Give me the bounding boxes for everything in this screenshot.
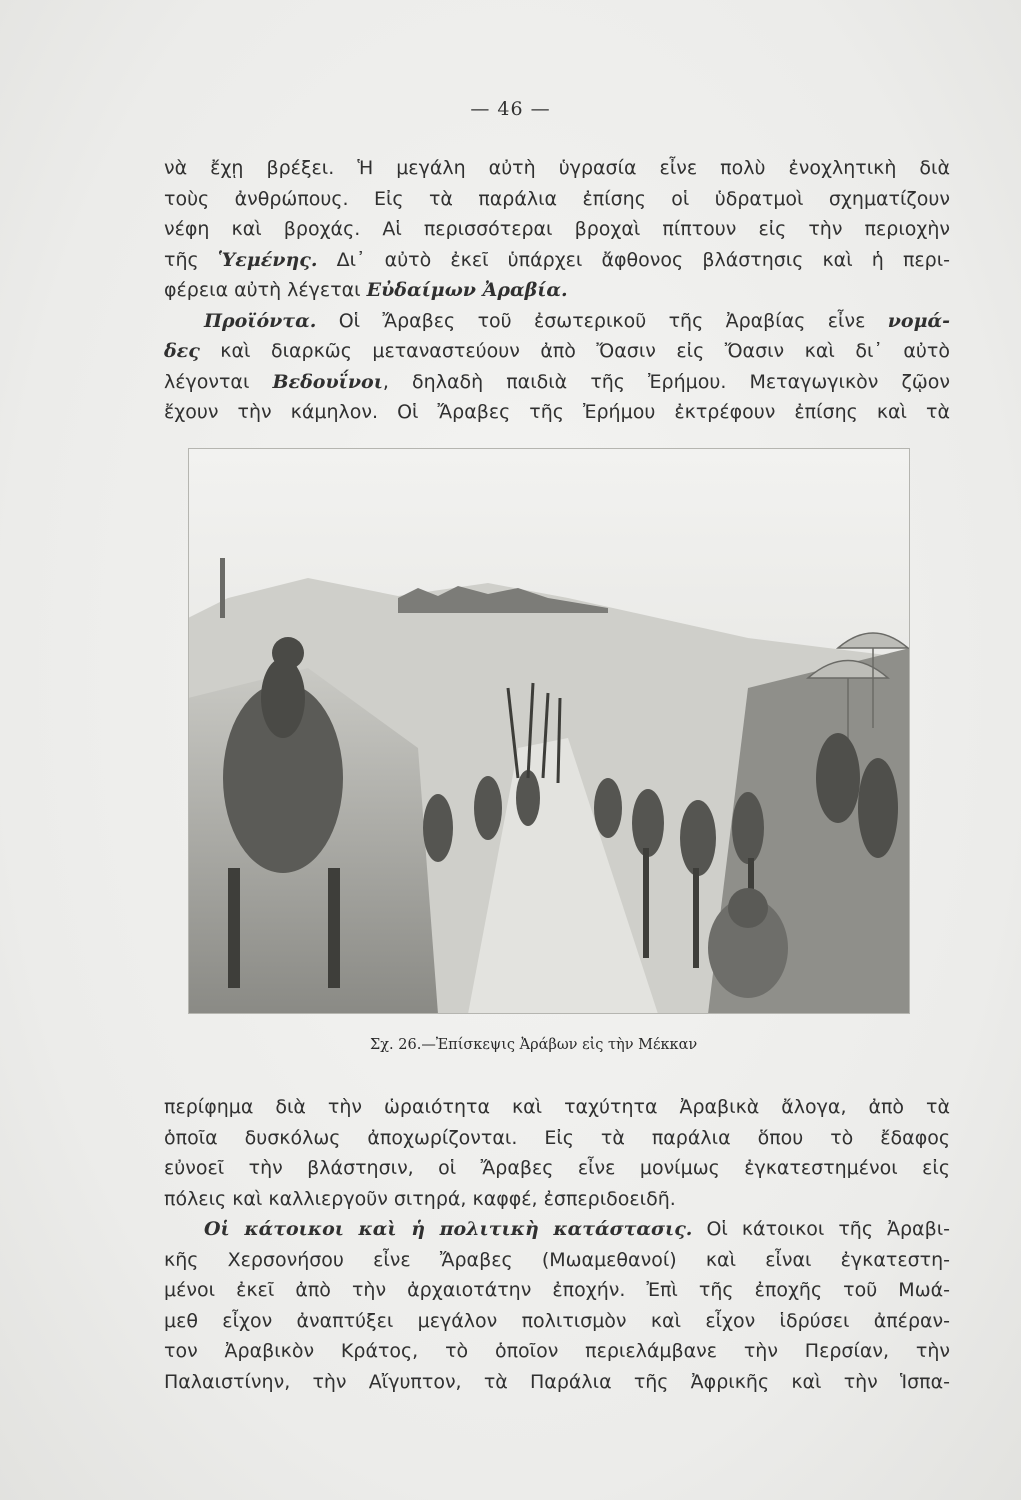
emphasis-yemen: Ὑεμένης. <box>217 248 318 271</box>
text-span: Δι᾽ αὐτὸ ἐκεῖ ὑπάρχει ἄφθονος βλάστησις καὶ ἡ περι- <box>317 248 950 271</box>
figure-illustration <box>188 448 910 1014</box>
paragraph-1-line-2: τοὺς ἀνθρώπους. Εἰς τὰ παράλια ἐπίσης οἱ ὑδρατμοὶ σχηματίζουν <box>164 187 950 210</box>
caravan-illustration <box>188 448 910 1014</box>
paragraph-4-line-2: κῆς Χερσονήσου εἶνε Ἄραβες (Μωαμεθανοί) καὶ εἶναι ἐγκατεστη- <box>164 1248 950 1271</box>
text-span: φέρεια αὐτὴ λέγεται <box>164 279 367 301</box>
text-span: λέγονται <box>164 370 273 393</box>
emphasis-arabia-felix: Εὐδαίμων Ἀραβία. <box>366 279 568 301</box>
text-span: τῆς <box>164 248 218 271</box>
paragraph-3-line-2: ὁποῖα δυσκόλως ἀποχωρίζονται. Εἰς τὰ παράλια ὅπου τὸ ἔδαφος <box>164 1126 950 1149</box>
paragraph-3-line-1: περίφημα διὰ τὴν ὡραιότητα καὶ ταχύτητα Ἀραβικὰ ἄλογα, ἀπὸ τὰ <box>164 1096 950 1118</box>
page-number: — 46 — <box>470 98 551 120</box>
text-span: Οἱ Ἄραβες τοῦ ἐσωτερικοῦ τῆς Ἀραβίας εἶνε <box>316 309 888 332</box>
emphasis-nomads-end: δες <box>164 340 200 362</box>
paragraph-1-line-3: νέφη καὶ βροχάς. Αἱ περισσότεραι βροχαὶ πίπτουν εἰς τὴν περιοχὴν <box>164 218 950 240</box>
section-heading-inhabitants: Οἱ κάτοικοι καὶ ἡ πολιτικὴ κατάστασις. <box>204 1218 693 1240</box>
paragraph-4-line-1 <box>164 1214 950 1245</box>
emphasis-nomads: νομά- <box>887 309 950 332</box>
text-span: , δηλαδὴ παιδιὰ τῆς Ἐρήμου. Μεταγωγικὸν ζῷον <box>382 370 950 393</box>
paragraph-2-line-3 <box>164 367 950 398</box>
paragraph-2-line-2 <box>164 336 950 367</box>
section-heading-products: Προϊόντα. <box>204 309 317 332</box>
text-block-lower <box>164 1092 950 1397</box>
paragraph-4-line-4: μεθ εἶχον ἀναπτύξει μεγάλον πολιτισμὸν καὶ εἶχον ἱδρύσει ἀπέραν- <box>164 1309 950 1332</box>
paragraph-3-line-3: εὐνοεῖ τὴν βλάστησιν, οἱ Ἄραβες εἶνε μονίμως ἐγκατεστημένοι εἰς <box>164 1157 950 1179</box>
paragraph-1-line-4 <box>164 245 950 276</box>
text-span: Οἱ κάτοικοι τῆς Ἀραβι- <box>692 1218 950 1240</box>
paragraph-2-line-1 <box>164 306 950 337</box>
text-span: καὶ διαρκῶς μεταναστεύουν ἀπὸ Ὄασιν εἰς Ὄασιν καὶ δι᾽ αὐτὸ <box>199 340 950 362</box>
paragraph-4-line-5: τον Ἀραβικὸν Κράτος, τὸ ὁποῖον περιελάμβανε τὴν Περσίαν, τὴν <box>164 1340 950 1362</box>
figure-caption: Σχ. 26.—Ἐπίσκεψις Ἀράβων εἰς τὴν Μέκκαν <box>370 1037 698 1053</box>
text-block-upper <box>164 153 950 428</box>
paragraph-4-line-6: Παλαιστίνην, τὴν Αἴγυπτον, τὰ Παράλια τῆς Ἀφρικῆς καὶ τὴν Ἱσπα- <box>164 1370 950 1393</box>
minaret <box>220 558 225 618</box>
paragraph-1-line-5 <box>164 275 950 306</box>
paragraph-3-line-4: πόλεις καὶ καλλιεργοῦν σιτηρά, καφφέ, ἐσπεριδοειδῆ. <box>164 1187 676 1210</box>
emphasis-bedouins: Βεδουΐνοι <box>272 370 383 393</box>
paragraph-2-line-4: ἔχουν τὴν κάμηλον. Οἱ Ἄραβες τῆς Ἐρήμου ἐκτρέφουν ἐπίσης καὶ τὰ <box>164 401 950 423</box>
paragraph-1-line-1: νὰ ἔχῃ βρέξει. Ἡ μεγάλη αὐτὴ ὑγρασία εἶνε πολὺ ἐνοχλητικὴ διὰ <box>164 157 950 179</box>
paragraph-4-line-3: μένοι ἐκεῖ ἀπὸ τὴν ἀρχαιοτάτην ἐποχήν. Ἐπὶ τῆς ἐποχῆς τοῦ Μωά- <box>164 1279 950 1301</box>
